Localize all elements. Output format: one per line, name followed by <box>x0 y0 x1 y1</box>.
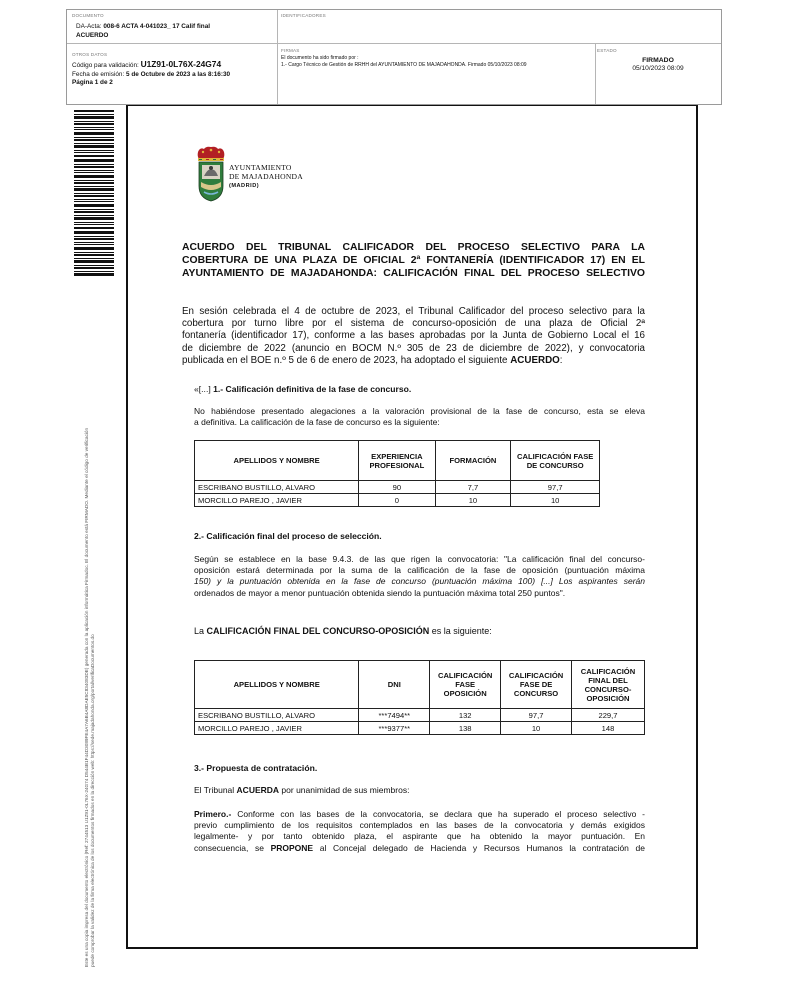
cell-experiencia: 0 <box>359 494 435 507</box>
codigo-label: Código para validación: <box>72 62 139 69</box>
acuerda-suffix: por unanimidad de sus miembros: <box>281 785 410 795</box>
title-line-2: COBERTURA DE UNA PLAZA DE OFICIAL 2ª FONTANERÍA (IDENTIFICADOR 17) EN EL <box>182 255 645 267</box>
cell-calificacion: 10 <box>511 494 600 507</box>
intro-line-3: fontanería (identificador 17), conforme a las bases aprobadas por la Junta de Gobierno Local el 16 <box>182 330 645 342</box>
intro-line-5-text: publicada en el BOE n.º 5 de 6 de enero de 2023, ha adoptado el siguiente <box>182 354 508 366</box>
documento-value-2: ACUERDO <box>76 31 109 39</box>
documento-cell <box>72 13 272 40</box>
intro-line-4: de diciembre de 2022 (anuncio en BOCM N.º 305 de 23 de diciembre de 2022), y convocatoria <box>182 342 645 354</box>
cell-oposicion: 138 <box>430 722 501 735</box>
divider <box>67 43 721 44</box>
section-1-paragraph <box>194 406 645 428</box>
col-calificacion-oposicion: CALIFICACIÓN FASE OPOSICIÓN <box>430 661 501 709</box>
intro-acuerdo: ACUERDO <box>510 354 560 366</box>
table-header-row <box>195 661 645 709</box>
primero-line-4-prefix: consecuencia, se <box>194 842 264 853</box>
section-2-line-4: ordenados de mayor a menor puntuación obtenida siendo la puntuación máxima total 250 puntos". <box>194 587 566 598</box>
section-1-line-1: No habiéndose presentado alegaciones a la valoración provisional de la fase de concurso, esta se eleva <box>194 406 645 416</box>
documento-name: 008-6 ACTA 4-041023_ 17 Calif final <box>103 23 211 30</box>
cell-calificacion: 97,7 <box>511 481 600 494</box>
col-calificacion-concurso: CALIFICACIÓN FASE DE CONCURSO <box>511 441 600 481</box>
coat-of-arms-logo <box>194 146 228 202</box>
title-line-3: AYUNTAMIENTO DE MAJADAHONDA: CALIFICACIÓN FINAL DEL PROCESO SELECTIVO <box>182 268 645 280</box>
col-formacion: FORMACIÓN <box>435 441 511 481</box>
identificadores-label: IDENTIFICADORES <box>281 13 326 18</box>
final-score-table <box>194 660 645 735</box>
intro-line-1: En sesión celebrada el 4 de octubre de 2023, el Tribunal Calificador del proceso selectivo para la <box>182 306 645 317</box>
identificadores-cell <box>281 13 326 18</box>
acuerda-bold: ACUERDA <box>236 785 280 795</box>
intro-line-2: cobertura por turno libre por el sistema de concurso-oposición de una plaza de Oficial 2ª <box>182 318 645 330</box>
acuerda-line <box>194 785 645 796</box>
cell-dni: ***9377** <box>359 722 430 735</box>
final-prefix: La <box>194 626 205 636</box>
primero-line-4-suffix: al Concejal delegado de Hacienda y Recursos Humanos la contratación de <box>319 842 645 853</box>
otros-datos-cell <box>72 52 276 88</box>
section-1-title: 1.- Calificación definitiva de la fase de concurso. <box>213 384 412 394</box>
final-suffix: es la siguiente: <box>431 626 492 636</box>
col-calificacion-concurso: CALIFICACIÓN FASE DE CONCURSO <box>501 661 572 709</box>
primero-line-1 <box>194 809 645 820</box>
acuerda-prefix: El Tribunal <box>194 785 235 795</box>
fecha-emision <box>72 71 276 80</box>
firmas-cell <box>281 48 593 69</box>
cell-experiencia: 90 <box>359 481 435 494</box>
cell-oposicion: 132 <box>430 709 501 722</box>
intro-colon: : <box>559 354 563 366</box>
title-line-1: ACUERDO DEL TRIBUNAL CALIFICADOR DEL PROCESO SELECTIVO PARA LA <box>182 242 645 253</box>
municipality-name <box>229 164 303 190</box>
section-3-acuerda <box>194 785 645 796</box>
final-score-intro <box>194 626 645 637</box>
section-2-line-1: Según se establece en la base 9.4.3. de las que rigen la convocatoria: "La calificación final del concurso- <box>194 554 645 564</box>
documento-label: DOCUMENTO <box>72 13 104 18</box>
table-row <box>195 481 600 494</box>
municipality-line-1: AYUNTAMIENTO <box>229 163 292 172</box>
intro-line-5 <box>182 355 645 367</box>
table-row <box>195 494 600 507</box>
cell-nombre: ESCRIBANO BUSTILLO, ALVARO <box>195 709 359 722</box>
estado-label: ESTADO <box>597 48 617 53</box>
col-apellidos: APELLIDOS Y NOMBRE <box>195 441 359 481</box>
primero-line-2: previo cumplimiento de los requisitos contemplados en las bases de la convocatoria y demás exigidos <box>194 820 645 831</box>
section-2-paragraph <box>194 554 645 599</box>
firmas-line-1: El documento ha sido firmado por : <box>281 55 359 61</box>
col-apellidos: APELLIDOS Y NOMBRE <box>195 661 359 709</box>
primero-label: Primero.- <box>194 809 232 819</box>
side-text-line-1: Este es una copia impresa del documento electrónico (Ref: 2744513 U1Z91-0L76X-24G74 D544B1F44D3089FE4A7A6B4A8DAE5C834083DE) generada con la aplicación informática Firmadoc. El documento está FIRMADO. Mediante el código de verificación <box>84 427 89 967</box>
estado-cell <box>597 48 719 73</box>
document-header <box>66 9 722 105</box>
cell-concurso: 10 <box>501 722 572 735</box>
col-experiencia: EXPERIENCIA PROFESIONAL <box>359 441 435 481</box>
document-title <box>182 241 645 281</box>
divider <box>277 10 278 104</box>
fecha-label: Fecha de emisión: <box>72 70 125 78</box>
propone-bold: PROPONE <box>270 842 314 853</box>
verification-side-text <box>84 287 96 967</box>
codigo-validacion <box>72 60 276 71</box>
section-1-prefix: «[...] <box>194 384 211 394</box>
otros-datos-label: OTROS DATOS <box>72 52 108 57</box>
col-dni: DNI <box>359 661 430 709</box>
documento-value <box>76 23 272 32</box>
cell-formacion: 7,7 <box>435 481 511 494</box>
documento-prefix: DA-Acta: <box>76 23 102 30</box>
cell-concurso: 97,7 <box>501 709 572 722</box>
primero-line-1-text: Conforme con las bases de la convocatoria, se declara que ha superado el proceso selectivo - <box>237 809 645 819</box>
section-1-heading <box>194 384 411 394</box>
cell-dni: ***7494** <box>359 709 430 722</box>
primero-line-4 <box>194 843 645 854</box>
cell-nombre: ESCRIBANO BUSTILLO, ALVARO <box>195 481 359 494</box>
section-2-heading: 2.- Calificación final del proceso de selección. <box>194 531 382 541</box>
estado-date: 05/10/2023 08:09 <box>632 65 684 72</box>
page-number: Página 1 de 2 <box>72 79 113 87</box>
table-row <box>195 722 645 735</box>
table-header-row <box>195 441 600 481</box>
fecha-value: 5 de Octubre de 2023 a las 8:16:30 <box>126 70 231 78</box>
codigo-value: U1Z91-0L76X-24G74 <box>140 59 222 69</box>
primero-paragraph <box>194 809 645 854</box>
final-score-intro-line <box>194 626 645 637</box>
side-text-line-2: puede comprobar la validez de la firma electrónica de los documentos firmados en la dirección web: https://sede.majadahonda.org/portal/verificaDocumentos.do <box>90 634 96 967</box>
divider <box>595 43 596 104</box>
firmas-line-2: 1.- Cargo Técnico de Gestión de RRHH del AYUNTAMIENTO DE MAJADAHONDA. Firmado 05/10/2023 08:09 <box>281 62 527 68</box>
section-3-heading: 3.- Propuesta de contratación. <box>194 763 318 773</box>
cell-nombre: MORCILLO PAREJO , JAVIER <box>195 494 359 507</box>
primero-line-3: legalmente- y por tanto obtenido plaza, el aspirante que ha obtenido la mayor puntuación. En <box>194 831 645 842</box>
intro-paragraph <box>182 306 645 367</box>
cell-final: 229,7 <box>572 709 645 722</box>
concurso-table <box>194 440 600 507</box>
section-2-line-2: oposición estará determinada por la suma de la calificación de la fase de oposición (puntuación máxima <box>194 565 645 576</box>
cell-final: 148 <box>572 722 645 735</box>
municipality-line-2: DE MAJADAHONDA <box>229 171 303 181</box>
barcode-image <box>74 110 114 276</box>
firmas-label: FIRMAS <box>281 48 300 53</box>
section-2-line-3: 150) y la puntuación obtenida en la fase de concurso (puntuación máxima 100) [...] Los aspirantes serán <box>194 576 645 587</box>
section-1-line-2: a definitiva. La calificación de la fase de concurso es la siguiente: <box>194 417 440 428</box>
col-calificacion-final: CALIFICACIÓN FINAL DEL CONCURSO-OPOSICIÓN <box>572 661 645 709</box>
estado-value: FIRMADO <box>642 57 674 64</box>
cell-formacion: 10 <box>435 494 511 507</box>
cell-nombre: MORCILLO PAREJO , JAVIER <box>195 722 359 735</box>
final-bold: CALIFICACIÓN FINAL DEL CONCURSO-OPOSICIÓN <box>206 626 430 636</box>
table-row <box>195 709 645 722</box>
municipality-line-3: (MADRID) <box>229 182 260 189</box>
